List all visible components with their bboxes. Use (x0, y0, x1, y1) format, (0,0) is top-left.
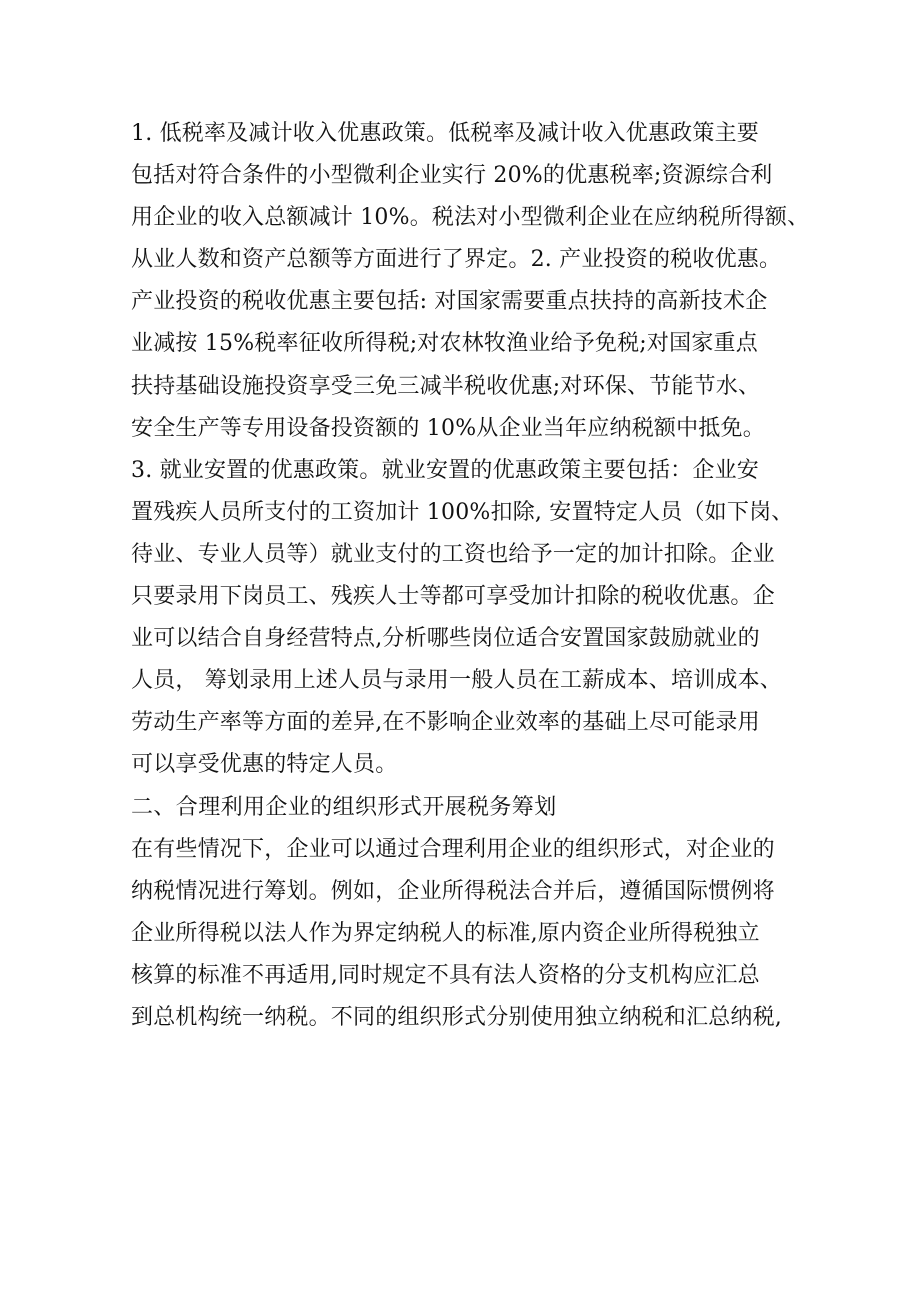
text-line: 劳动生产率等方面的差异,在不影响企业效率的基础上尽可能录用 (131, 710, 760, 736)
text-line: 在有些情况下，企业可以通过合理利用企业的组织形式，对企业的 (131, 836, 775, 862)
text-line: 用企业的收入总额减计 10%。税法对小型微利企业在应纳税所得额、 (131, 205, 810, 231)
text-line: 3. 就业安置的优惠政策。就业安置的优惠政策主要包括：企业安 (131, 457, 759, 483)
text-line: 置残疾人员所支付的工资加计 100%扣除, 安置特定人员（如下岗、 (131, 499, 794, 525)
text-line: 安全生产等专用设备投资额的 10%从企业当年应纳税额中抵免。 (131, 415, 765, 441)
text-line: 待业、专业人员等）就业支付的工资也给予一定的加计扣除。企业 (131, 541, 775, 567)
text-line: 企业所得税以法人作为界定纳税人的标准,原内资企业所得税独立 (131, 920, 760, 946)
text-line: 产业投资的税收优惠主要包括: 对国家需要重点扶持的高新技术企 (131, 289, 768, 315)
text-line: 业减按 15%税率征收所得税;对农林牧渔业给予免税;对国家重点 (131, 331, 758, 357)
text-line: 人员， 筹划录用上述人员与录用一般人员在工薪成本、培训成本、 (131, 668, 782, 694)
text-line: 包括对符合条件的小型微利企业实行 20%的优惠税率;资源综合利 (131, 163, 773, 189)
text-line: 1. 低税率及减计收入优惠政策。低税率及减计收入优惠政策主要 (131, 121, 759, 146)
text-line: 业可以结合自身经营特点,分析哪些岗位适合安置国家鼓励就业的 (131, 626, 760, 652)
text-line: 扶持基础设施投资享受三免三减半税收优惠;对环保、节能节水、 (131, 373, 761, 399)
text-line: 纳税情况进行筹划。例如，企业所得税法合并后，遵循国际惯例将 (131, 878, 775, 904)
text-line: 到总机构统一纳税。不同的组织形式分别使用独立纳税和汇总纳税, (131, 1004, 782, 1030)
text-line: 从业人数和资产总额等方面进行了界定。2. 产业投资的税收优惠。 (131, 247, 782, 273)
text-line: 核算的标准不再适用,同时规定不具有法人资格的分支机构应汇总 (131, 962, 760, 988)
section-heading: 二、合理利用企业的组织形式开展税务筹划 (131, 794, 557, 820)
text-line: 可以享受优惠的特定人员。 (131, 752, 398, 778)
text-line: 只要录用下岗员工、残疾人士等都可享受加计扣除的税收优惠。企 (131, 584, 775, 610)
body-text (131, 113, 821, 1039)
